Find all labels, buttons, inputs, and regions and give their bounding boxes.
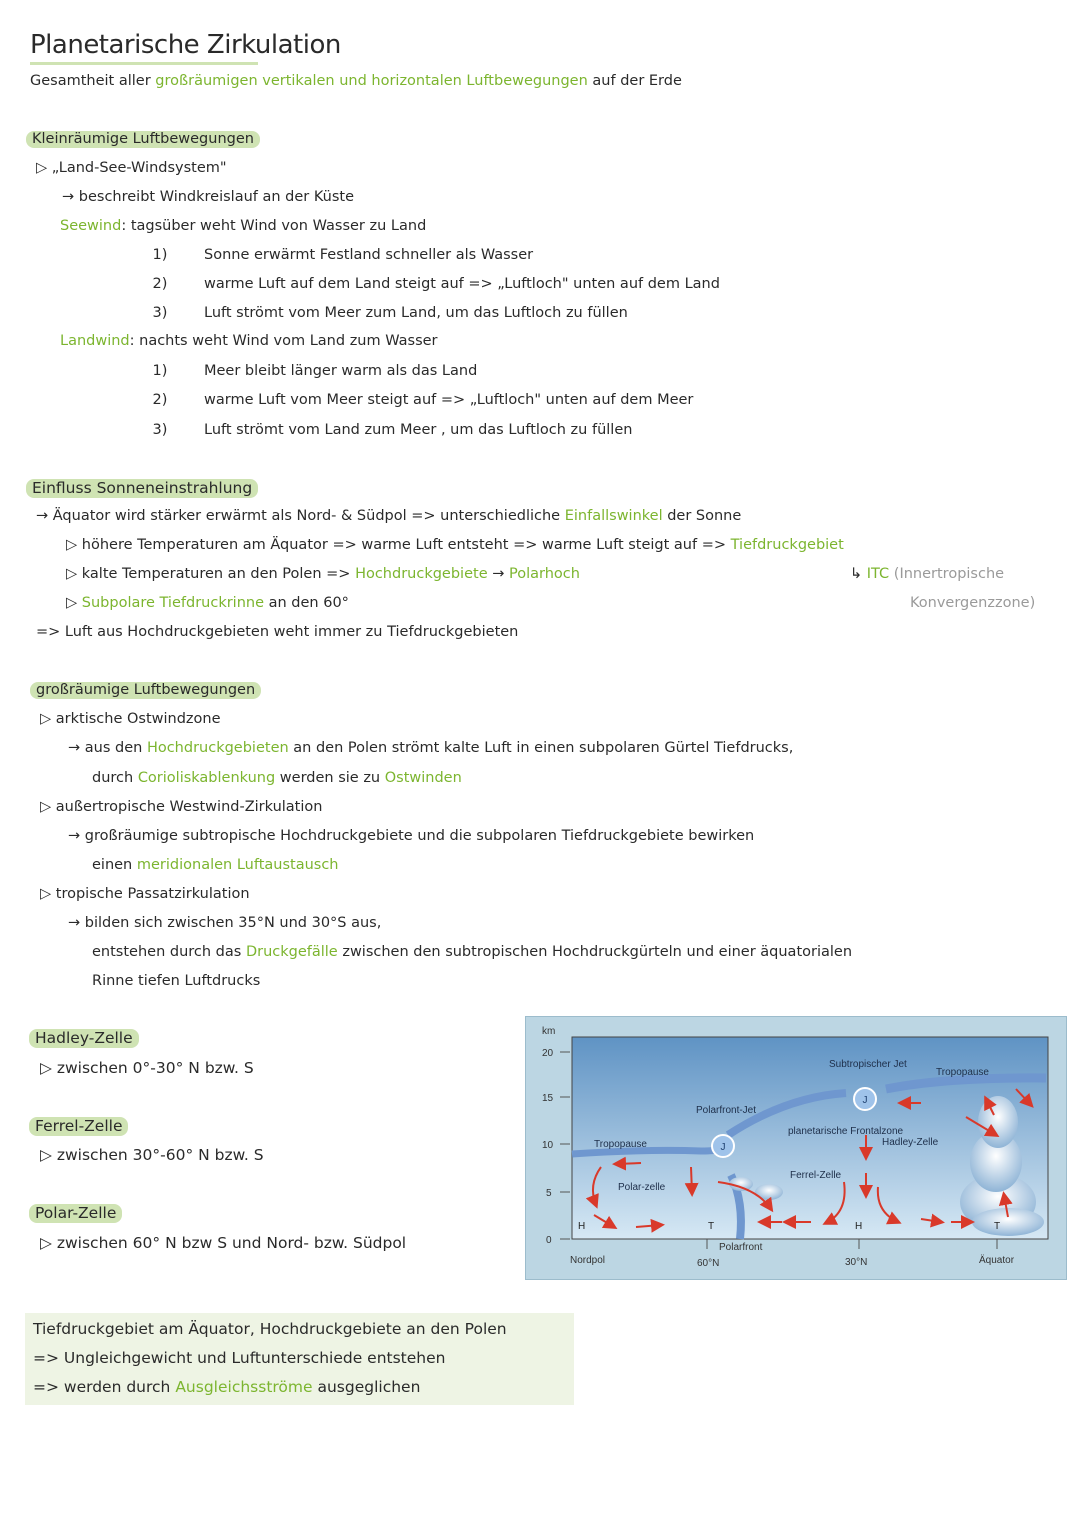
x-axis-label: 60°N bbox=[697, 1258, 720, 1269]
zelle-desc-hadley-text: zwischen 0°-30° N bzw. S bbox=[56, 1059, 254, 1077]
seewind-label: Seewind bbox=[60, 218, 122, 234]
einfluss-line-2: ▷ höhere Temperaturen am Äquator => warme Luft entsteht => warme Luft steigt auf => Tiefdruckgebiet bbox=[66, 537, 844, 553]
itc-line bbox=[850, 566, 1004, 583]
tropopause-left-label: Tropopause bbox=[594, 1139, 647, 1150]
seewind-text: : tagsüber weht Wind von Wasser zu Land bbox=[121, 218, 427, 234]
einfluss-l2-pre: höhere Temperaturen am Äquator => warme Luft entsteht => warme Luft steigt auf => bbox=[81, 537, 727, 553]
landwind-step-number: 2) bbox=[152, 392, 168, 408]
y-tick-label: 10 bbox=[542, 1140, 554, 1151]
einfluss-l4-post: an den 60° bbox=[268, 595, 349, 611]
tropopause-right-label: Tropopause bbox=[936, 1067, 989, 1078]
y-tick-label: 15 bbox=[542, 1093, 554, 1104]
itc-label: ITC bbox=[866, 566, 890, 582]
arktisch-l1-post: an den Polen strömt kalte Luft in einen subpolaren Gürtel Tiefdrucks, bbox=[293, 740, 794, 756]
summary-l3-pre: => werden durch bbox=[33, 1378, 171, 1396]
itc-paren-1: (Innertropische bbox=[893, 566, 1005, 582]
intro-prefix: Gesamtheit aller bbox=[30, 73, 151, 89]
land-see-label: „Land-See-Windsystem" bbox=[51, 160, 227, 176]
westwind-l1-text: großräumige subtropische Hochdruckgebiete und die subpolaren Tiefdruckgebiete bewirken bbox=[84, 828, 755, 844]
intro-suffix: auf der Erde bbox=[592, 73, 682, 89]
landwind-line bbox=[60, 333, 438, 350]
arktisch-line-2 bbox=[92, 770, 462, 787]
landwind-step: warme Luft vom Meer steigt auf => „Luftloch" unten auf dem Meer bbox=[204, 392, 694, 408]
seewind-line bbox=[60, 218, 426, 235]
landwind-step: Meer bleibt länger warm als das Land bbox=[204, 363, 478, 379]
passat-title: ▷ tropische Passatzirkulation bbox=[40, 886, 250, 902]
landwind-step-number: 1) bbox=[152, 363, 168, 379]
circulation-diagram bbox=[525, 1016, 1067, 1280]
zelle-desc-polar: ▷ zwischen 60° N bzw S und Nord- bzw. Südpol bbox=[40, 1234, 407, 1252]
arktisch-l2-highlight-2: Ostwinden bbox=[384, 770, 462, 786]
intro-highlight: großräumigen vertikalen und horizontalen Luftbewegungen bbox=[155, 73, 588, 89]
x-axis-label: Nordpol bbox=[570, 1255, 606, 1266]
summary-line-3 bbox=[33, 1378, 420, 1397]
einfluss-line-3: ▷ kalte Temperaturen an den Polen => Hochdruckgebiete → Polarhoch bbox=[66, 566, 580, 582]
westwind-l2-pre: einen bbox=[92, 857, 133, 873]
section-heading-einfluss: Einfluss Sonneneinstrahlung bbox=[26, 479, 258, 498]
zelle-desc-ferrel-text: zwischen 30°-60° N bzw. S bbox=[56, 1146, 264, 1164]
subtropical-jet-label: Subtropischer Jet bbox=[829, 1059, 907, 1070]
einfluss-line-5: => Luft aus Hochdruckgebieten weht immer zu Tiefdruckgebieten bbox=[36, 624, 519, 640]
pressure-marker-label: T bbox=[708, 1221, 715, 1232]
x-axis-label: 30°N bbox=[845, 1257, 868, 1268]
arktisch-l2-highlight-1: Corioliskablenkung bbox=[137, 770, 276, 786]
arktisch-l1-pre: aus den bbox=[84, 740, 143, 756]
passat-l2-highlight: Druckgefälle bbox=[245, 944, 338, 960]
arktisch-title: ▷ arktische Ostwindzone bbox=[40, 711, 221, 727]
seewind-step-number: 1) bbox=[152, 247, 168, 263]
passat-line-3: Rinne tiefen Luftdrucks bbox=[92, 973, 261, 989]
einfluss-l1-highlight: Einfallswinkel bbox=[564, 508, 663, 524]
circulation-diagram-svg bbox=[526, 1017, 1066, 1279]
jet-symbol: J bbox=[720, 1142, 726, 1153]
jet-symbol: J bbox=[862, 1095, 868, 1106]
y-unit-label: km bbox=[542, 1026, 556, 1037]
summary-l3-highlight: Ausgleichsströme bbox=[175, 1378, 313, 1396]
arktisch-l1-highlight: Hochdruckgebieten bbox=[146, 740, 289, 756]
westwind-title: ▷ außertropische Westwind-Zirkulation bbox=[40, 799, 323, 815]
einfluss-l1-pre: Äquator wird stärker erwärmt als Nord- & Südpol => unterschiedliche bbox=[52, 508, 561, 524]
page-title: Planetarische Zirkulation bbox=[30, 30, 341, 60]
itc-paren-2: Konvergenzzone) bbox=[910, 595, 1036, 611]
section-heading-kleinraeumig: Kleinräumige Luftbewegungen bbox=[26, 131, 260, 148]
zelle-desc-hadley: ▷ zwischen 0°-30° N bzw. S bbox=[40, 1059, 254, 1077]
zelle-heading-ferrel: Ferrel-Zelle bbox=[29, 1117, 128, 1136]
intro-line bbox=[30, 73, 682, 90]
zelle-heading-hadley: Hadley-Zelle bbox=[29, 1029, 139, 1048]
einfluss-l3-pre: kalte Temperaturen an den Polen => bbox=[81, 566, 351, 582]
passat-title-text: tropische Passatzirkulation bbox=[55, 886, 250, 902]
y-tick-label: 20 bbox=[542, 1048, 554, 1059]
summary-l3-post: ausgeglichen bbox=[317, 1378, 421, 1396]
einfluss-l1-post: der Sonne bbox=[667, 508, 742, 524]
y-tick-label: 5 bbox=[546, 1188, 552, 1199]
landwind-step-number: 3) bbox=[152, 422, 168, 438]
seewind-step: Luft strömt vom Meer zum Land, um das Luftloch zu füllen bbox=[204, 305, 628, 321]
pressure-marker-label: H bbox=[855, 1221, 863, 1232]
y-axis-ticks bbox=[560, 1052, 570, 1239]
land-see-desc-text: beschreibt Windkreislauf an der Küste bbox=[78, 189, 355, 205]
summary-line-1: Tiefdruckgebiet am Äquator, Hochdruckgebiete an den Polen bbox=[33, 1320, 507, 1338]
einfluss-l4-highlight: Subpolare Tiefdruckrinne bbox=[81, 595, 265, 611]
ferrel-cell-label: Ferrel-Zelle bbox=[790, 1170, 842, 1181]
passat-line-2 bbox=[92, 944, 852, 961]
summary-line-2: => Ungleichgewicht und Luftunterschiede entstehen bbox=[33, 1349, 446, 1367]
pressure-marker-label: H bbox=[578, 1221, 586, 1232]
seewind-step: Sonne erwärmt Festland schneller als Wasser bbox=[204, 247, 534, 263]
landwind-step: Luft strömt vom Land zum Meer , um das Luftloch zu füllen bbox=[204, 422, 633, 438]
land-see-desc: → beschreibt Windkreislauf an der Küste bbox=[62, 189, 355, 205]
westwind-line-2 bbox=[92, 857, 339, 874]
einfluss-line-4: ▷ Subpolare Tiefdruckrinne an den 60° bbox=[66, 595, 349, 611]
section-heading-grossraeumig: großräumige Luftbewegungen bbox=[30, 682, 261, 699]
passat-l2-post: zwischen den subtropischen Hochdruckgürteln und einer äquatorialen bbox=[342, 944, 853, 960]
passat-l2-pre: entstehen durch das bbox=[92, 944, 242, 960]
seewind-step-number: 2) bbox=[152, 276, 168, 292]
passat-l1-text: bilden sich zwischen 35°N und 30°S aus, bbox=[84, 915, 382, 931]
x-axis-label: Äquator bbox=[979, 1255, 1015, 1266]
polarfront-axis-label: Polarfront bbox=[719, 1242, 763, 1253]
polarfront-jet-label: Polarfront-Jet bbox=[696, 1105, 757, 1116]
frontalzone-label: planetarische Frontalzone bbox=[788, 1126, 904, 1137]
einfluss-line-1: → Äquator wird stärker erwärmt als Nord- & Südpol => unterschiedliche Einfallswinkel der Sonne bbox=[36, 508, 742, 524]
einfluss-l3-highlight-2: Polarhoch bbox=[508, 566, 580, 582]
polar-cell-label: Polar-zelle bbox=[618, 1182, 666, 1193]
passat-line-1: → bilden sich zwischen 35°N und 30°S aus, bbox=[68, 915, 382, 931]
einfluss-l3-highlight-1: Hochdruckgebiete bbox=[355, 566, 488, 582]
arktisch-l2-mid: werden sie zu bbox=[279, 770, 381, 786]
landwind-text: : nachts weht Wind vom Land zum Wasser bbox=[129, 333, 438, 349]
arktisch-line-1: → aus den Hochdruckgebieten an den Polen strömt kalte Luft in einen subpolaren Gürtel Tiefdrucks, bbox=[68, 740, 794, 756]
arktisch-title-text: arktische Ostwindzone bbox=[55, 711, 221, 727]
landwind-label: Landwind bbox=[60, 333, 130, 349]
y-tick-label: 0 bbox=[546, 1235, 552, 1246]
land-see-item: ▷ „Land-See-Windsystem" bbox=[36, 160, 227, 176]
seewind-step: warme Luft auf dem Land steigt auf => „Luftloch" unten auf dem Land bbox=[204, 276, 720, 292]
hadley-cell-label: Hadley-Zelle bbox=[882, 1137, 939, 1148]
westwind-line-1: → großräumige subtropische Hochdruckgebiete und die subpolaren Tiefdruckgebiete bewirken bbox=[68, 828, 755, 844]
zelle-heading-polar: Polar-Zelle bbox=[29, 1204, 122, 1223]
title-underline bbox=[30, 62, 258, 65]
pressure-marker-label: T bbox=[994, 1221, 1001, 1232]
arrow-icon: → bbox=[492, 566, 505, 582]
zelle-desc-ferrel: ▷ zwischen 30°-60° N bzw. S bbox=[40, 1146, 264, 1164]
seewind-step-number: 3) bbox=[152, 305, 168, 321]
westwind-title-text: außertropische Westwind-Zirkulation bbox=[55, 799, 323, 815]
zelle-desc-polar-text: zwischen 60° N bzw S und Nord- bzw. Südpol bbox=[56, 1234, 407, 1252]
corner-arrow-icon: ↳ bbox=[850, 566, 863, 582]
westwind-l2-highlight: meridionalen Luftaustausch bbox=[136, 857, 339, 873]
einfluss-l2-highlight: Tiefdruckgebiet bbox=[730, 537, 844, 553]
arktisch-l2-pre: durch bbox=[92, 770, 134, 786]
